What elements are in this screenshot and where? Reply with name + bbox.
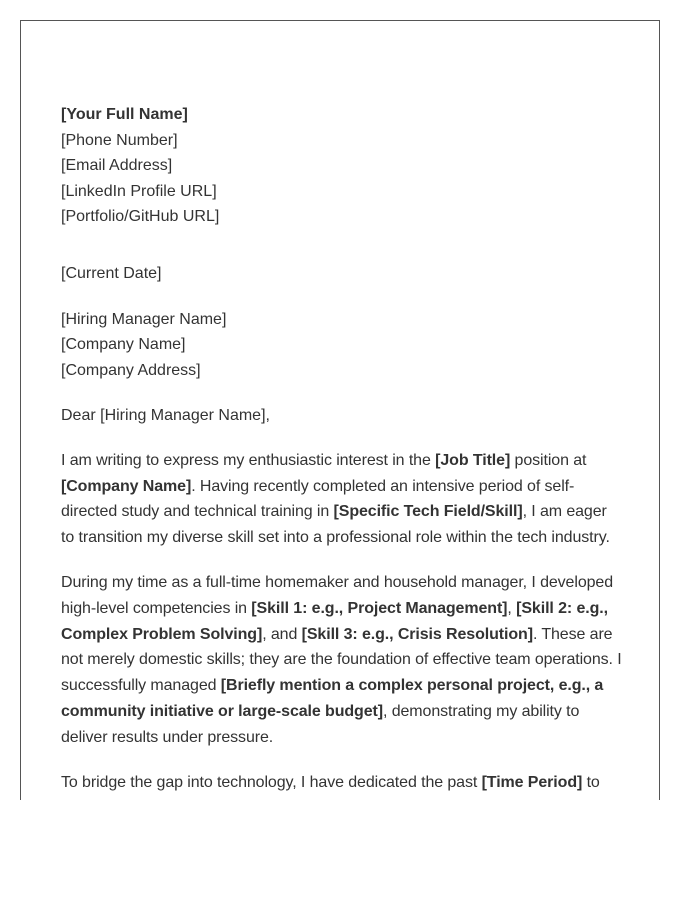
para3-text-1: To bridge the gap into technology, I have dedicated the past [61, 773, 482, 791]
skill-3-placeholder: [Skill 3: e.g., Crisis Resolution] [301, 625, 533, 643]
skill-1-placeholder: [Skill 1: e.g., Project Management] [251, 600, 508, 618]
para2-text-2: , [507, 600, 517, 618]
tech-field-placeholder: [Specific Tech Field/Skill] [333, 503, 523, 521]
para2-text-1: During my time as a full-time homemaker and household manager, I developed high-level competencies in [61, 574, 614, 618]
sender-linkedin: [LinkedIn Profile URL] [61, 182, 217, 200]
project-placeholder: [Briefly mention a complex personal project, e.g., a community initiative or large-scale budget] [61, 677, 604, 720]
paragraph-transition [61, 770, 623, 796]
recipient-company: [Company Name] [61, 336, 186, 353]
company-name-placeholder: [Company Name] [61, 477, 192, 495]
skill-2-placeholder: [Skill 2: e.g., Complex Problem Solving] [61, 600, 608, 643]
paragraph-skills [61, 570, 623, 750]
sender-name: [Your Full Name] [61, 106, 188, 123]
para1-text-2: position at [510, 452, 587, 469]
sender-block [61, 102, 623, 230]
para1-text-4: , I am eager to transition my diverse skill set into a professional role within the tech industry. [61, 503, 610, 547]
job-title-placeholder: [Job Title] [435, 452, 511, 469]
para2-text-5: , demonstrating my ability to deliver results under pressure. [61, 702, 580, 746]
time-period-placeholder: [Time Period] [481, 773, 583, 791]
letter-page [20, 20, 660, 800]
recipient-address: [Company Address] [61, 361, 201, 379]
paragraph-intro [61, 448, 623, 551]
sender-portfolio: [Portfolio/GitHub URL] [61, 208, 220, 225]
recipient-manager: [Hiring Manager Name] [61, 310, 227, 328]
salutation: Dear [Hiring Manager Name], [61, 407, 270, 424]
para2-text-3: , and [262, 625, 302, 643]
sender-email: [Email Address] [61, 157, 173, 174]
letter-content [61, 102, 623, 795]
sender-phone: [Phone Number] [61, 131, 178, 149]
para1-text-3: . Having recently completed an intensive period of self-directed study and technical training in [61, 477, 575, 521]
para1-text-1: I am writing to express my enthusiastic interest in the [61, 452, 436, 469]
recipient-block [61, 307, 623, 384]
para2-text-4: . These are not merely domestic skills; they are the foundation of effective team operations. I successfully managed [61, 625, 622, 695]
letter-date: [Current Date] [61, 264, 162, 282]
para3-text-2: to [582, 773, 600, 791]
